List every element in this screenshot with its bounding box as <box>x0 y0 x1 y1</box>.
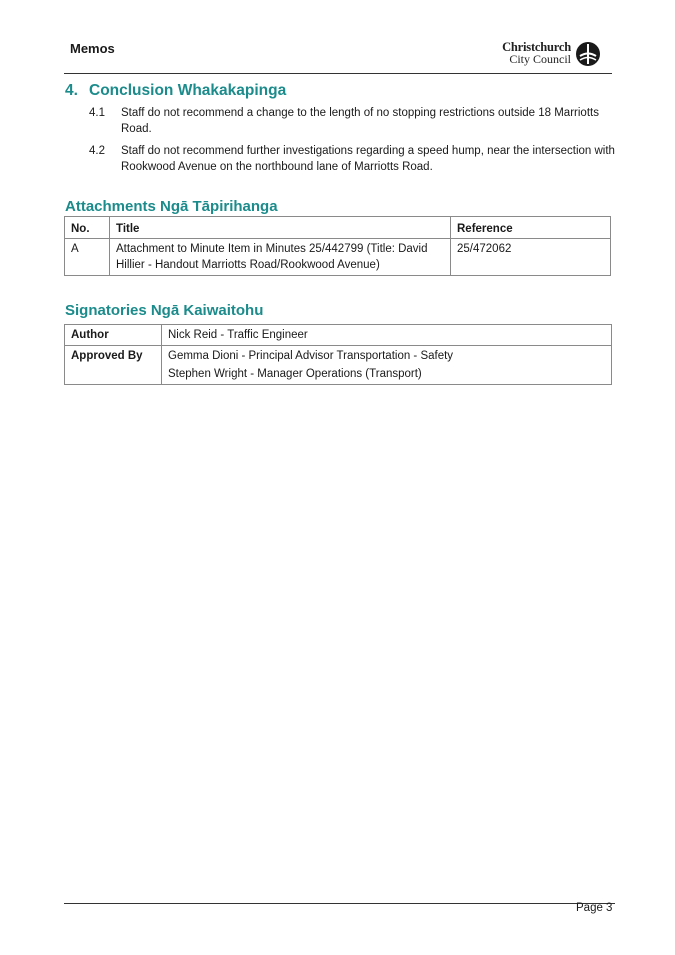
attachment-reference: 25/472062 <box>451 239 611 276</box>
author-label: Author <box>65 325 162 346</box>
table-row <box>65 346 612 385</box>
attachment-title: Attachment to Minute Item in Minutes 25/442799 (Title: David Hillier - Handout Marriotts Road/Rookwood Avenue) <box>110 239 451 276</box>
cathedral-icon <box>575 41 601 67</box>
header-rule <box>64 73 612 74</box>
paragraph-number: 4.1 <box>89 107 105 119</box>
approved-by-label: Approved By <box>65 346 162 385</box>
paragraph-text: Staff do not recommend a change to the length of no stopping restrictions outside 18 Marriotts Road. <box>121 107 599 135</box>
council-logo <box>499 41 601 69</box>
approved-by-values <box>162 346 612 385</box>
attachments-table <box>64 216 611 276</box>
section-title: Conclusion Whakakapinga <box>89 82 287 99</box>
signatories-heading: Signatories Ngā Kaiwaitohu <box>65 302 264 319</box>
header-title: Memos <box>70 41 115 56</box>
logo-line2: City Council <box>509 52 571 66</box>
footer-rule <box>64 903 615 904</box>
table-row <box>65 325 612 346</box>
logo-line1: Christchurch <box>502 40 571 54</box>
table-row <box>65 239 611 276</box>
attachment-no: A <box>65 239 110 276</box>
approver-2: Stephen Wright - Manager Operations (Transport) <box>168 368 422 380</box>
paragraph-text: Staff do not recommend further investigations regarding a speed hump, near the intersection with Rookwood Avenue on the northbound lane of Marriotts Road. <box>121 145 615 173</box>
attachments-heading: Attachments Ngā Tāpirihanga <box>65 198 278 215</box>
signatories-table <box>64 324 612 385</box>
conclusion-heading <box>65 82 286 100</box>
paragraph-number: 4.2 <box>89 145 105 157</box>
table-header-row <box>65 217 611 239</box>
page-number: Page 3 <box>576 902 613 914</box>
approver-1: Gemma Dioni - Principal Advisor Transportation - Safety <box>168 350 454 362</box>
column-header-no: No. <box>65 217 110 239</box>
section-number: 4. <box>65 82 78 99</box>
column-header-reference: Reference <box>451 217 611 239</box>
column-header-title: Title <box>110 217 451 239</box>
author-value: Nick Reid - Traffic Engineer <box>162 325 612 346</box>
